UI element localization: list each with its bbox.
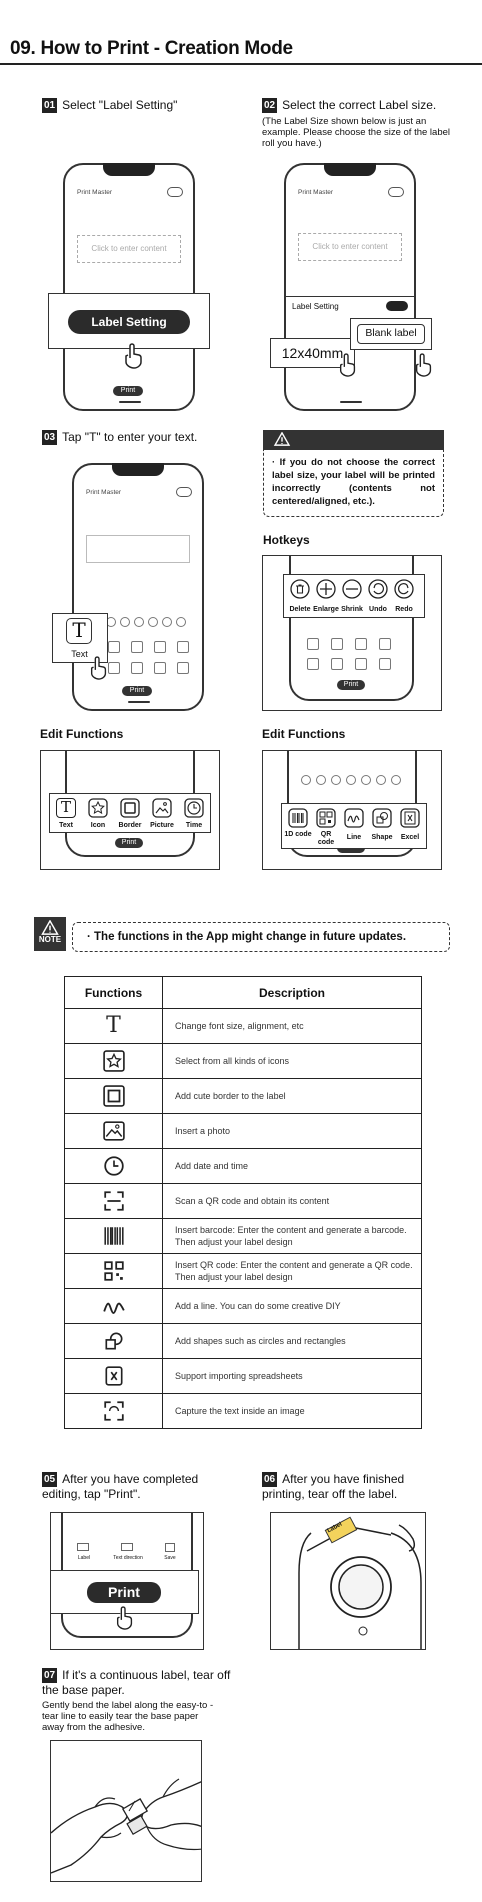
table-cell: Insert a photo [163,1114,422,1149]
tap-hand-icon [413,352,435,378]
edit-label: Border [118,822,142,829]
table-cell: Scan a QR code and obtain its content [163,1184,422,1219]
grid-square [307,638,319,650]
text-area [86,535,190,563]
tap-hand-icon [122,342,146,370]
note-badge [34,917,66,951]
table-cell: Add a line. You can do some creative DIY [163,1289,422,1324]
blank-label-button[interactable]: Blank label [357,324,425,344]
print-button[interactable]: Print [87,1582,161,1603]
shrink-icon[interactable] [342,579,362,599]
text-icon: T [106,1013,121,1038]
grid-square [177,641,189,653]
content-placeholder: Click to enter content [298,233,402,261]
grid-square [131,641,143,653]
table-row [65,1394,422,1429]
excel-icon [103,1365,125,1387]
barcode-icon [103,1225,125,1247]
step2-text: Select the correct Label size. [282,98,437,112]
app-name: Print Master [77,189,113,196]
hotkeys-toolbar [283,574,425,618]
step7-frame [50,1740,202,1882]
redo-icon[interactable] [394,579,414,599]
star-icon [103,1050,125,1072]
grid-square [355,658,367,670]
circle [301,775,311,785]
hotkeys-frame [262,555,442,711]
star-icon[interactable] [88,798,108,818]
table-cell: Change font size, alignment, etc [163,1009,422,1044]
app-name: Print Master [298,189,334,196]
circle [162,617,172,627]
home-bar [340,401,362,403]
table-header: Functions [65,977,163,1009]
table-cell: Insert barcode: Enter the content and generate a barcode. Then adjust your label design [163,1219,422,1254]
qrcode-icon [103,1260,125,1282]
tap-hand-icon [337,352,359,378]
step1-number: 01 [44,100,56,111]
grid-square [131,662,143,674]
step1-text: Select "Label Setting" [62,98,178,112]
print-button: Print [113,386,143,396]
phone-notch [103,163,155,176]
step3-number: 03 [44,432,56,443]
phone-notch [324,163,376,176]
step6-heading [262,1472,442,1502]
edit2-frame [262,750,442,870]
content-placeholder: Click to enter content [77,235,181,263]
table-row [65,1289,422,1324]
step2-heading [262,98,436,113]
app-name: Print Master [86,489,122,496]
settings-icon [388,187,404,197]
picture-icon [103,1120,125,1142]
shapes-icon[interactable] [372,808,392,828]
line-icon [102,1295,126,1317]
note-text: · The functions in the App might change in future updates. [72,922,450,952]
printer-illustration [271,1513,426,1650]
circle [176,617,186,627]
menu-label: Label [77,1555,91,1561]
step5-frame [50,1512,204,1650]
text-icon[interactable]: T [66,618,92,644]
circle [331,775,341,785]
edit1-toolbar [49,793,211,833]
page-title: 09. How to Print - Creation Mode [10,38,293,59]
print-button: Print [337,680,365,690]
picture-icon[interactable] [152,798,172,818]
step3-heading [42,430,197,445]
divider [286,296,414,297]
menu-label: Save [164,1555,176,1561]
phone-notch [112,463,164,476]
text-tool-label: Text [71,649,88,659]
grid-square [177,662,189,674]
circle [134,617,144,627]
step7-subtext: Gently bend the label along the easy-to -tear line to easily tear the base paper away from the adhesive. [42,1700,214,1733]
hotkey-label: Redo [395,606,413,613]
hotkey-label: Undo [369,606,387,613]
grid-square [331,638,343,650]
clock-icon [103,1155,125,1177]
menu-label: Text direction [113,1555,143,1561]
tearing-hands-illustration [51,1741,202,1882]
step5-heading [42,1472,220,1502]
edit-label: Icon [90,822,106,829]
edit2-toolbar [281,803,427,849]
clock-icon[interactable] [184,798,204,818]
edit1-frame [40,750,220,870]
edit-functions-title: Edit Functions [40,727,124,741]
edit-label: Line [346,834,362,841]
table-row [65,1009,422,1044]
enlarge-icon[interactable] [316,579,336,599]
table-row [65,1254,422,1289]
step6-text: After you have finished printing, tear off the label. [262,1472,405,1501]
grid-square [355,638,367,650]
warning-text: · If you do not choose the correct label size, your label will be printed incorrectly (contents not centered/aligned, etc.). [272,457,435,507]
border-icon [103,1085,125,1107]
scan-icon [103,1190,125,1212]
title-rule [0,63,482,65]
grid-square [331,658,343,670]
grid-square [108,641,120,653]
hotkey-label: Shrink [341,606,363,613]
undo-icon[interactable] [368,579,388,599]
table-row [65,1114,422,1149]
size-option: 12x40mm [270,338,355,368]
warning-icon [41,920,59,935]
save-icon [165,1543,175,1552]
blank-label-callout [350,318,432,350]
table-row [65,1184,422,1219]
circle [120,617,130,627]
table-header-row [65,977,422,1009]
step5-text: After you have completed editing, tap "Print". [42,1472,199,1501]
hotkey-label: Delete [289,606,311,613]
grid-square [379,658,391,670]
table-row [65,1219,422,1254]
circle [376,775,386,785]
check-toggle-icon [386,301,408,311]
home-bar [119,401,141,403]
hotkeys-title: Hotkeys [263,533,310,547]
label-setting-button[interactable]: Label Setting [68,310,190,334]
step2-number: 02 [264,100,276,111]
excel-icon[interactable] [400,808,420,828]
step7-number: 07 [44,1670,56,1681]
step7-heading [42,1668,232,1698]
table-cell: Add date and time [163,1149,422,1184]
edit-label: QR code [317,831,335,846]
label-setting-callout [48,293,210,349]
table-cell: Support importing spreadsheets [163,1359,422,1394]
tap-hand-icon [88,655,110,681]
circle [148,617,158,627]
step1-phone [63,163,195,411]
settings-icon [167,187,183,197]
table-row [65,1079,422,1114]
table-cell: Insert QR code: Enter the content and generate a QR code. Then adjust your label design [163,1254,422,1289]
circle [346,775,356,785]
border-icon[interactable] [120,798,140,818]
print-button: Print [115,838,143,848]
note-badge-text: NOTE [38,935,62,944]
edit-functions-title: Edit Functions [262,727,346,741]
edit-label: 1D code [284,831,312,838]
step3-text: Tap "T" to enter your text. [62,430,198,444]
home-bar [128,701,150,703]
table-cell: Capture the text inside an image [163,1394,422,1429]
table-cell: Select from all kinds of icons [163,1044,422,1079]
functions-table [64,976,422,1429]
label-setting-text: Label Setting [292,302,339,311]
warning-icon [273,430,291,446]
step6-number: 06 [264,1474,276,1485]
line-icon[interactable] [344,808,364,828]
table-row [65,1149,422,1184]
table-cell: Add cute border to the label [163,1079,422,1114]
settings-icon [176,487,192,497]
edit-label: Text [59,822,73,829]
circle [361,775,371,785]
ocr-icon [103,1400,125,1422]
hotkey-label: Enlarge [313,606,339,613]
step2-note: (The Label Size shown below is just an example. Please choose the size of the label roll you have.) [262,116,451,149]
circle [316,775,326,785]
step1-heading [42,98,177,113]
shapes-icon [103,1330,125,1352]
grid-square [154,662,166,674]
text-icon[interactable]: T [56,798,76,818]
grid-square [307,658,319,670]
circle [391,775,401,785]
step6-frame [270,1512,426,1650]
edit-label: Time [185,822,203,829]
label-sticker-text: Label [326,1521,344,1535]
warning-header [263,430,444,450]
delete-icon[interactable] [290,579,310,599]
print-button: Print [122,686,152,696]
text-direction-icon [121,1543,133,1551]
barcode-icon[interactable] [288,808,308,828]
warning-body [263,450,444,517]
table-row [65,1359,422,1394]
edit-label: Excel [400,834,420,841]
warning-box [263,430,444,517]
table-header: Description [163,977,422,1009]
table-row [65,1044,422,1079]
table-cell: Add shapes such as circles and rectangles [163,1324,422,1359]
step7-text: If it's a continuous label, tear off the base paper. [42,1668,231,1697]
tap-hand-icon [114,1605,136,1631]
qrcode-icon[interactable] [316,808,336,828]
label-icon [77,1543,89,1551]
grid-square [154,641,166,653]
table-row [65,1324,422,1359]
edit-label: Picture [150,822,174,829]
grid-square [379,638,391,650]
step5-number: 05 [44,1474,56,1485]
edit-label: Shape [371,834,393,841]
